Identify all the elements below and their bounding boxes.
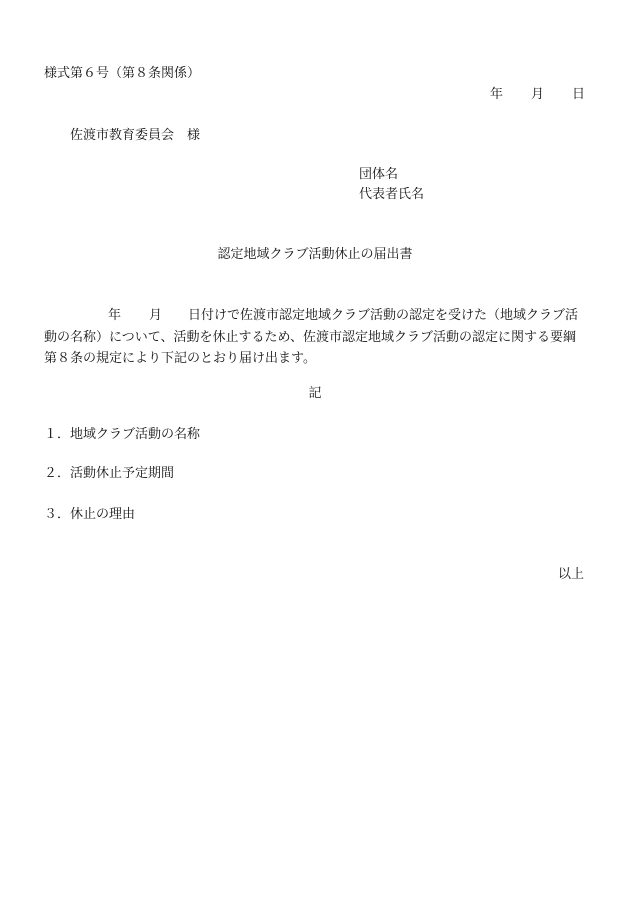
addressee: 佐渡市教育委員会 様 [70,128,201,143]
body-year: 年 [108,308,122,323]
date-day: 日 [572,87,586,102]
form-number: 様式第６号（第８条関係） [44,66,201,81]
body-month: 月 [149,308,163,323]
date-month: 月 [531,87,545,102]
list-item: ３．休止の理由 [44,507,136,522]
representative-name-label: 代表者氏名 [359,187,425,202]
list-item: ２．活動休止予定期間 [44,466,175,481]
body-paragraph [44,305,586,370]
body-text: 日付けで佐渡市認定地域クラブ活動の認定を受けた（地域クラブ活動の名称）について、活動を休止するため、佐渡市認定地域クラブ活動の認定に関する要綱第８条の規定により下記のとおり届け出ます。 [44,308,579,366]
closing-ijo: 以上 [558,567,585,582]
ki-heading: 記 [308,386,322,401]
date-year: 年 [490,87,504,102]
document-title: 認定地域クラブ活動休止の届出書 [217,247,413,262]
org-name-label: 団体名 [359,167,399,182]
list-item: １．地域クラブ活動の名称 [44,427,201,442]
date-line [490,88,585,101]
